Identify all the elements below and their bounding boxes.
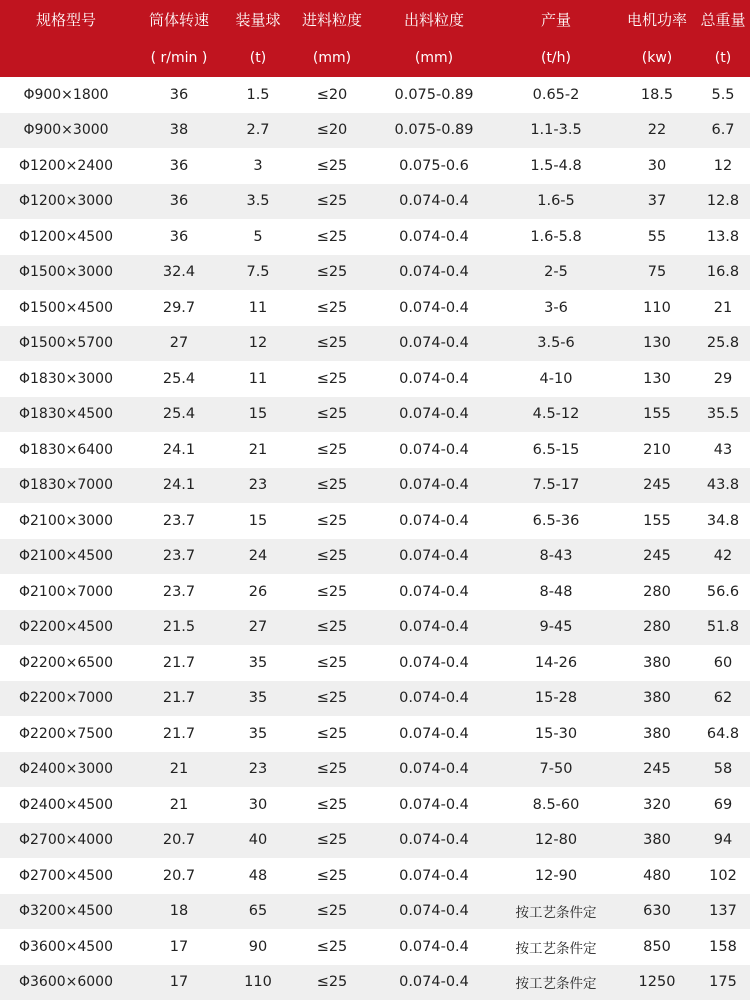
- cell-drum-speed: 36: [132, 148, 226, 184]
- cell-ball-load: 65: [226, 894, 290, 930]
- header-unit-drum-speed: ( r/min ): [150, 49, 208, 66]
- cell-model: Φ2400×3000: [0, 752, 132, 788]
- cell-drum-speed: 24.1: [132, 468, 226, 504]
- cell-capacity: 12-80: [494, 823, 618, 859]
- cell-ball-load: 3: [226, 148, 290, 184]
- cell-model: Φ900×1800: [0, 77, 132, 113]
- cell-feed-size: ≤25: [290, 148, 374, 184]
- cell-capacity: 9-45: [494, 610, 618, 646]
- table-row: [0, 574, 750, 610]
- header-feed-size: 进料粒度: [301, 10, 362, 29]
- cell-drum-speed: 21.7: [132, 681, 226, 717]
- cell-total-weight: 64.8: [696, 716, 750, 752]
- table-row: [0, 858, 750, 894]
- cell-capacity: 14-26: [494, 645, 618, 681]
- cell-motor-power: 280: [618, 574, 696, 610]
- cell-total-weight: 51.8: [696, 610, 750, 646]
- cell-feed-size: ≤25: [290, 432, 374, 468]
- cell-ball-load: 30: [226, 787, 290, 823]
- header-total-weight: 总重量: [700, 10, 746, 29]
- cell-model: Φ2100×7000: [0, 574, 132, 610]
- cell-ball-load: 2.7: [226, 113, 290, 149]
- cell-feed-size: ≤25: [290, 397, 374, 433]
- table-row: [0, 503, 750, 539]
- cell-ball-load: 35: [226, 716, 290, 752]
- cell-feed-size: ≤25: [290, 574, 374, 610]
- cell-motor-power: 320: [618, 787, 696, 823]
- table-header: [0, 0, 750, 77]
- cell-total-weight: 60: [696, 645, 750, 681]
- cell-discharge-size: 0.074-0.4: [374, 397, 494, 433]
- cell-model: Φ1830×6400: [0, 432, 132, 468]
- cell-drum-speed: 18: [132, 894, 226, 930]
- cell-model: Φ3600×6000: [0, 965, 132, 1000]
- cell-ball-load: 1.5: [226, 77, 290, 113]
- cell-motor-power: 480: [618, 858, 696, 894]
- cell-feed-size: ≤25: [290, 681, 374, 717]
- cell-model: Φ2200×6500: [0, 645, 132, 681]
- table-row: [0, 113, 750, 149]
- table-row: [0, 929, 750, 965]
- cell-feed-size: ≤25: [290, 894, 374, 930]
- cell-total-weight: 102: [696, 858, 750, 894]
- cell-capacity: 按工艺条件定: [494, 965, 618, 1000]
- cell-motor-power: 245: [618, 468, 696, 504]
- cell-feed-size: ≤25: [290, 610, 374, 646]
- cell-feed-size: ≤25: [290, 255, 374, 291]
- header-unit-row: [0, 38, 750, 77]
- cell-drum-speed: 38: [132, 113, 226, 149]
- cell-feed-size: ≤25: [290, 716, 374, 752]
- cell-discharge-size: 0.074-0.4: [374, 255, 494, 291]
- cell-model: Φ2400×4500: [0, 787, 132, 823]
- cell-discharge-size: 0.074-0.4: [374, 894, 494, 930]
- header-label-row: [0, 0, 750, 38]
- header-drum-speed: 筒体转速: [148, 10, 209, 29]
- cell-discharge-size: 0.075-0.89: [374, 113, 494, 149]
- cell-capacity: 2-5: [494, 255, 618, 291]
- cell-motor-power: 30: [618, 148, 696, 184]
- cell-drum-speed: 25.4: [132, 397, 226, 433]
- cell-discharge-size: 0.074-0.4: [374, 858, 494, 894]
- cell-capacity: 7.5-17: [494, 468, 618, 504]
- cell-drum-speed: 23.7: [132, 539, 226, 575]
- cell-drum-speed: 24.1: [132, 432, 226, 468]
- cell-drum-speed: 21.5: [132, 610, 226, 646]
- cell-motor-power: 380: [618, 823, 696, 859]
- cell-model: Φ3200×4500: [0, 894, 132, 930]
- cell-feed-size: ≤25: [290, 823, 374, 859]
- cell-drum-speed: 17: [132, 929, 226, 965]
- header-discharge-size: 出料粒度: [403, 10, 464, 29]
- cell-model: Φ1830×4500: [0, 397, 132, 433]
- cell-total-weight: 158: [696, 929, 750, 965]
- cell-motor-power: 37: [618, 184, 696, 220]
- cell-motor-power: 630: [618, 894, 696, 930]
- table-row: [0, 361, 750, 397]
- cell-total-weight: 13.8: [696, 219, 750, 255]
- cell-model: Φ2200×7500: [0, 716, 132, 752]
- cell-feed-size: ≤25: [290, 290, 374, 326]
- cell-drum-speed: 21: [132, 787, 226, 823]
- cell-capacity: 8-48: [494, 574, 618, 610]
- cell-capacity: 4-10: [494, 361, 618, 397]
- cell-discharge-size: 0.074-0.4: [374, 219, 494, 255]
- cell-discharge-size: 0.074-0.4: [374, 716, 494, 752]
- cell-ball-load: 24: [226, 539, 290, 575]
- cell-capacity: 3.5-6: [494, 326, 618, 362]
- cell-drum-speed: 29.7: [132, 290, 226, 326]
- cell-discharge-size: 0.074-0.4: [374, 290, 494, 326]
- table-row: [0, 184, 750, 220]
- cell-capacity: 15-30: [494, 716, 618, 752]
- cell-ball-load: 3.5: [226, 184, 290, 220]
- cell-model: Φ2700×4000: [0, 823, 132, 859]
- cell-motor-power: 18.5: [618, 77, 696, 113]
- cell-ball-load: 26: [226, 574, 290, 610]
- cell-motor-power: 22: [618, 113, 696, 149]
- table-row: [0, 432, 750, 468]
- cell-drum-speed: 25.4: [132, 361, 226, 397]
- header-motor-power: 电机功率: [626, 10, 687, 29]
- cell-total-weight: 62: [696, 681, 750, 717]
- table-row: [0, 716, 750, 752]
- cell-ball-load: 15: [226, 397, 290, 433]
- cell-ball-load: 48: [226, 858, 290, 894]
- cell-drum-speed: 36: [132, 77, 226, 113]
- cell-motor-power: 155: [618, 503, 696, 539]
- cell-capacity: 8.5-60: [494, 787, 618, 823]
- cell-motor-power: 1250: [618, 965, 696, 1000]
- cell-model: Φ1500×5700: [0, 326, 132, 362]
- table-row: [0, 752, 750, 788]
- cell-drum-speed: 23.7: [132, 574, 226, 610]
- cell-motor-power: 130: [618, 361, 696, 397]
- cell-total-weight: 12.8: [696, 184, 750, 220]
- cell-total-weight: 35.5: [696, 397, 750, 433]
- cell-total-weight: 16.8: [696, 255, 750, 291]
- cell-ball-load: 110: [226, 965, 290, 1000]
- cell-total-weight: 34.8: [696, 503, 750, 539]
- cell-ball-load: 35: [226, 681, 290, 717]
- cell-total-weight: 69: [696, 787, 750, 823]
- cell-capacity: 1.5-4.8: [494, 148, 618, 184]
- cell-discharge-size: 0.075-0.89: [374, 77, 494, 113]
- cell-drum-speed: 20.7: [132, 858, 226, 894]
- cell-feed-size: ≤25: [290, 752, 374, 788]
- cell-drum-speed: 36: [132, 219, 226, 255]
- table-row: [0, 610, 750, 646]
- table-row: [0, 77, 750, 113]
- cell-ball-load: 11: [226, 290, 290, 326]
- cell-capacity: 1.6-5.8: [494, 219, 618, 255]
- cell-total-weight: 21: [696, 290, 750, 326]
- cell-drum-speed: 36: [132, 184, 226, 220]
- cell-capacity: 1.6-5: [494, 184, 618, 220]
- cell-model: Φ1500×3000: [0, 255, 132, 291]
- cell-feed-size: ≤25: [290, 645, 374, 681]
- cell-ball-load: 5: [226, 219, 290, 255]
- cell-drum-speed: 23.7: [132, 503, 226, 539]
- cell-ball-load: 90: [226, 929, 290, 965]
- cell-discharge-size: 0.074-0.4: [374, 326, 494, 362]
- header-model: 规格型号: [35, 10, 96, 29]
- cell-ball-load: 12: [226, 326, 290, 362]
- cell-capacity: 0.65-2: [494, 77, 618, 113]
- cell-model: Φ3600×4500: [0, 929, 132, 965]
- cell-feed-size: ≤20: [290, 77, 374, 113]
- cell-ball-load: 23: [226, 752, 290, 788]
- table-row: [0, 326, 750, 362]
- cell-capacity: 12-90: [494, 858, 618, 894]
- table-row: [0, 148, 750, 184]
- cell-drum-speed: 27: [132, 326, 226, 362]
- table-row: [0, 255, 750, 291]
- cell-feed-size: ≤20: [290, 113, 374, 149]
- cell-drum-speed: 17: [132, 965, 226, 1000]
- cell-feed-size: ≤25: [290, 503, 374, 539]
- table-row: [0, 397, 750, 433]
- cell-ball-load: 11: [226, 361, 290, 397]
- cell-model: Φ2200×7000: [0, 681, 132, 717]
- cell-model: Φ1200×3000: [0, 184, 132, 220]
- header-capacity: 产量: [540, 10, 571, 29]
- cell-discharge-size: 0.075-0.6: [374, 148, 494, 184]
- cell-feed-size: ≤25: [290, 539, 374, 575]
- table-row: [0, 894, 750, 930]
- table-row: [0, 823, 750, 859]
- cell-discharge-size: 0.074-0.4: [374, 539, 494, 575]
- header-unit-discharge-size: (mm): [414, 49, 454, 66]
- table-body: [0, 77, 750, 1000]
- cell-discharge-size: 0.074-0.4: [374, 184, 494, 220]
- cell-model: Φ1830×7000: [0, 468, 132, 504]
- cell-model: Φ1500×4500: [0, 290, 132, 326]
- table-row: [0, 219, 750, 255]
- table-row: [0, 539, 750, 575]
- cell-drum-speed: 21: [132, 752, 226, 788]
- cell-motor-power: 110: [618, 290, 696, 326]
- cell-feed-size: ≤25: [290, 361, 374, 397]
- cell-capacity: 3-6: [494, 290, 618, 326]
- table-row: [0, 787, 750, 823]
- cell-capacity: 1.1-3.5: [494, 113, 618, 149]
- table-row: [0, 965, 750, 1000]
- cell-drum-speed: 21.7: [132, 716, 226, 752]
- cell-capacity: 6.5-36: [494, 503, 618, 539]
- table-row: [0, 681, 750, 717]
- table-row: [0, 468, 750, 504]
- header-unit-total-weight: (t): [714, 49, 732, 66]
- cell-motor-power: 245: [618, 539, 696, 575]
- cell-motor-power: 380: [618, 645, 696, 681]
- cell-feed-size: ≤25: [290, 326, 374, 362]
- cell-discharge-size: 0.074-0.4: [374, 361, 494, 397]
- cell-discharge-size: 0.074-0.4: [374, 468, 494, 504]
- cell-feed-size: ≤25: [290, 965, 374, 1000]
- cell-feed-size: ≤25: [290, 468, 374, 504]
- cell-drum-speed: 21.7: [132, 645, 226, 681]
- cell-capacity: 4.5-12: [494, 397, 618, 433]
- header-unit-feed-size: (mm): [312, 49, 352, 66]
- cell-discharge-size: 0.074-0.4: [374, 823, 494, 859]
- cell-discharge-size: 0.074-0.4: [374, 610, 494, 646]
- cell-model: Φ2700×4500: [0, 858, 132, 894]
- header-unit-ball-load: (t): [249, 49, 267, 66]
- cell-total-weight: 43.8: [696, 468, 750, 504]
- cell-discharge-size: 0.074-0.4: [374, 965, 494, 1000]
- table-row: [0, 290, 750, 326]
- cell-capacity: 8-43: [494, 539, 618, 575]
- cell-capacity: 按工艺条件定: [494, 894, 618, 930]
- cell-motor-power: 130: [618, 326, 696, 362]
- cell-capacity: 按工艺条件定: [494, 929, 618, 965]
- header-unit-capacity: (t/h): [540, 49, 571, 66]
- cell-ball-load: 23: [226, 468, 290, 504]
- cell-total-weight: 42: [696, 539, 750, 575]
- cell-ball-load: 7.5: [226, 255, 290, 291]
- cell-total-weight: 29: [696, 361, 750, 397]
- cell-capacity: 15-28: [494, 681, 618, 717]
- cell-total-weight: 175: [696, 965, 750, 1000]
- cell-discharge-size: 0.074-0.4: [374, 574, 494, 610]
- cell-ball-load: 35: [226, 645, 290, 681]
- cell-discharge-size: 0.074-0.4: [374, 503, 494, 539]
- cell-model: Φ1200×4500: [0, 219, 132, 255]
- cell-model: Φ2200×4500: [0, 610, 132, 646]
- cell-ball-load: 21: [226, 432, 290, 468]
- cell-model: Φ2100×4500: [0, 539, 132, 575]
- cell-total-weight: 137: [696, 894, 750, 930]
- cell-feed-size: ≤25: [290, 858, 374, 894]
- cell-capacity: 6.5-15: [494, 432, 618, 468]
- cell-total-weight: 6.7: [696, 113, 750, 149]
- cell-feed-size: ≤25: [290, 787, 374, 823]
- cell-discharge-size: 0.074-0.4: [374, 681, 494, 717]
- cell-motor-power: 850: [618, 929, 696, 965]
- cell-drum-speed: 20.7: [132, 823, 226, 859]
- cell-discharge-size: 0.074-0.4: [374, 645, 494, 681]
- cell-discharge-size: 0.074-0.4: [374, 432, 494, 468]
- table-row: [0, 645, 750, 681]
- cell-ball-load: 27: [226, 610, 290, 646]
- cell-model: Φ1830×3000: [0, 361, 132, 397]
- header-ball-load: 装量球: [235, 10, 281, 29]
- cell-motor-power: 245: [618, 752, 696, 788]
- cell-discharge-size: 0.074-0.4: [374, 752, 494, 788]
- cell-capacity: 7-50: [494, 752, 618, 788]
- cell-motor-power: 280: [618, 610, 696, 646]
- cell-drum-speed: 32.4: [132, 255, 226, 291]
- cell-motor-power: 380: [618, 681, 696, 717]
- cell-total-weight: 58: [696, 752, 750, 788]
- cell-total-weight: 94: [696, 823, 750, 859]
- cell-motor-power: 75: [618, 255, 696, 291]
- cell-total-weight: 56.6: [696, 574, 750, 610]
- cell-motor-power: 380: [618, 716, 696, 752]
- cell-discharge-size: 0.074-0.4: [374, 929, 494, 965]
- cell-ball-load: 40: [226, 823, 290, 859]
- cell-model: Φ900×3000: [0, 113, 132, 149]
- cell-feed-size: ≤25: [290, 929, 374, 965]
- cell-feed-size: ≤25: [290, 184, 374, 220]
- cell-total-weight: 43: [696, 432, 750, 468]
- cell-model: Φ2100×3000: [0, 503, 132, 539]
- cell-total-weight: 5.5: [696, 77, 750, 113]
- cell-model: Φ1200×2400: [0, 148, 132, 184]
- header-unit-model: [0, 38, 132, 77]
- cell-total-weight: 25.8: [696, 326, 750, 362]
- cell-ball-load: 15: [226, 503, 290, 539]
- cell-total-weight: 12: [696, 148, 750, 184]
- cell-motor-power: 155: [618, 397, 696, 433]
- cell-motor-power: 210: [618, 432, 696, 468]
- header-unit-motor-power: (kw): [641, 49, 673, 66]
- cell-motor-power: 55: [618, 219, 696, 255]
- cell-feed-size: ≤25: [290, 219, 374, 255]
- cell-discharge-size: 0.074-0.4: [374, 787, 494, 823]
